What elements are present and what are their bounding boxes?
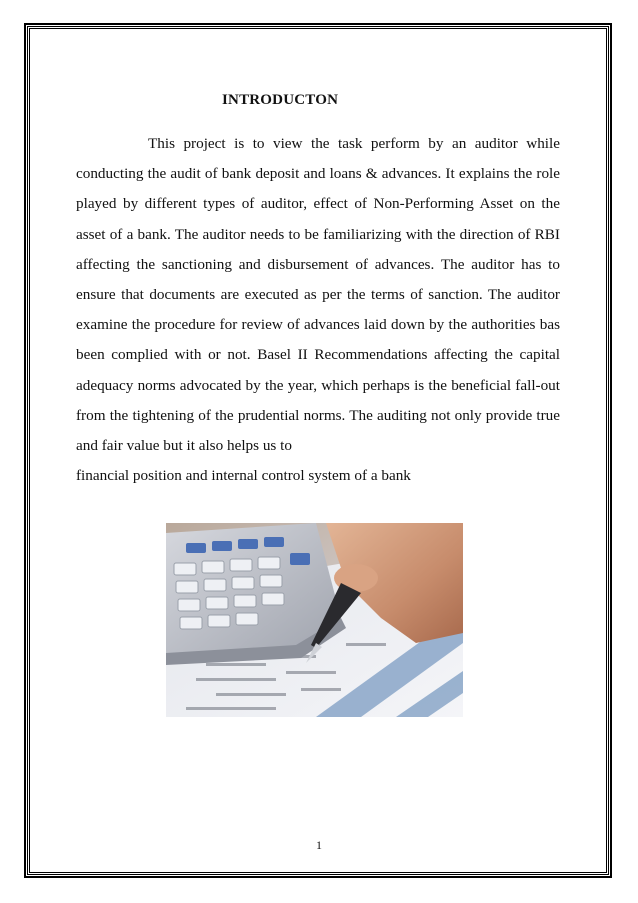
calculator-audit-photo — [166, 523, 463, 717]
page-heading: INTRODUCTON — [222, 92, 339, 108]
paragraph-last-line: financial position and internal control system of a bank — [76, 467, 411, 485]
intro-paragraph — [76, 129, 560, 491]
paragraph-text: This project is to view the task perform by an auditor while conducting the audit of bank deposit and loans & advances. It explains the role played by different types of auditor, effect of Non-Performing Asset on the asset of a bank. The auditor needs to be familiarizing with the direction of RBI affecting the sanctioning and disbursement of advances. The auditor has to ensure that documents are executed as per the terms of sanction. The auditor examine the procedure for review of advances laid down by the authorities bas been complied with or not. Basel II Recommendations affecting the capital adequacy norms advocated by the year, which perhaps is the beneficial fall-out from the tightening of the prudential norms. The auditing not only provide true and fair value but it also helps us to — [76, 135, 560, 455]
page-number: 1 — [316, 838, 322, 852]
